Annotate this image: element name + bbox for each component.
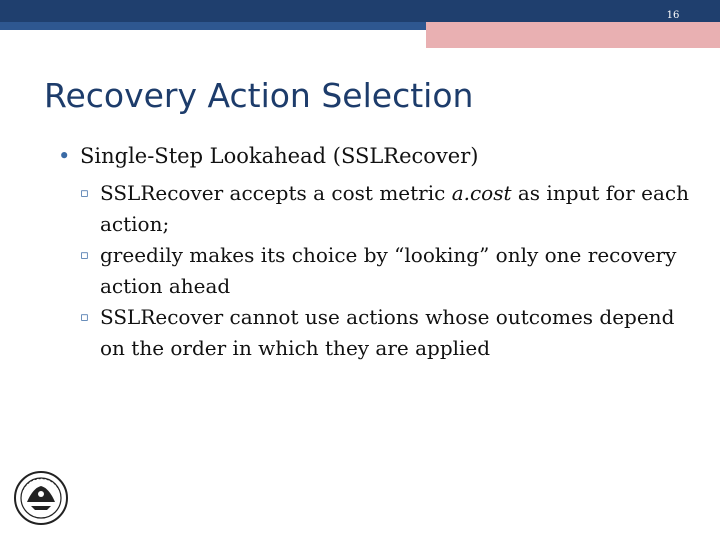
square-bullet-icon: ▫ — [80, 248, 89, 263]
slide-title: Recovery Action Selection — [44, 76, 474, 115]
sub-bullet-list — [80, 178, 698, 364]
sub-bullet — [80, 302, 698, 364]
square-bullet-icon: ▫ — [80, 310, 89, 325]
sub-bullet-text: SSLRecover cannot use actions whose outcomes depend on the order in which they are applied — [100, 305, 675, 360]
header-bar — [0, 0, 720, 22]
sub-bullet — [80, 178, 698, 240]
bullet-level1 — [58, 140, 698, 172]
header-accent-blue — [0, 22, 426, 30]
square-bullet-icon: ▫ — [80, 186, 89, 201]
bullet-level1-text: Single-Step Lookahead (SSLRecover) — [80, 144, 479, 168]
header-accent-pink — [426, 22, 720, 48]
slide-content — [58, 140, 698, 364]
sub-bullet-text: SSLRecover accepts a cost metric a.cost as input for each action; — [100, 181, 689, 236]
cost-metric-term: a.cost — [451, 181, 512, 205]
bullet-dot-icon: • — [58, 144, 71, 168]
university-seal-logo — [13, 470, 69, 526]
sub-bullet — [80, 240, 698, 302]
page-number: 16 — [666, 10, 680, 21]
sub-bullet-text: greedily makes its choice by “looking” only one recovery action ahead — [100, 243, 677, 298]
